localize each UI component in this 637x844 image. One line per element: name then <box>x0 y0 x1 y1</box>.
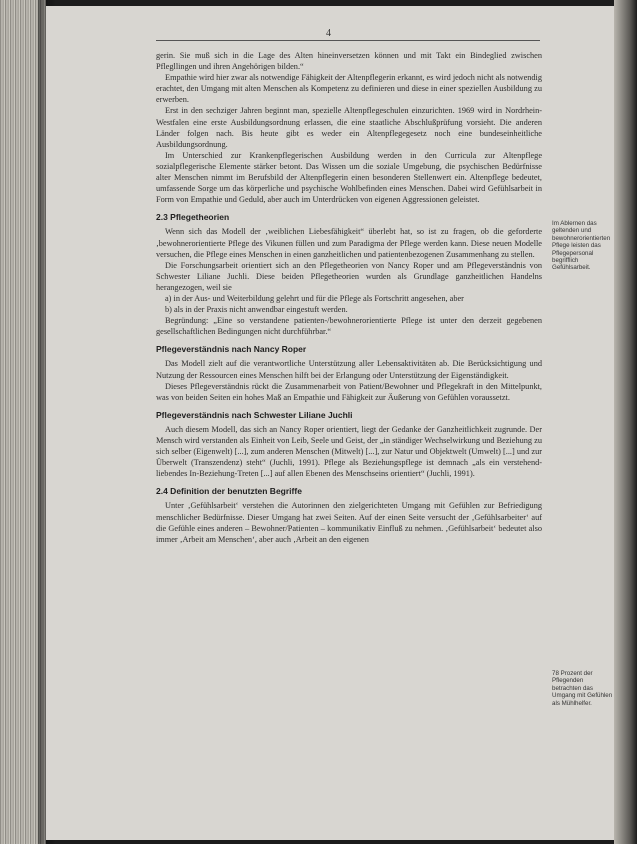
margin-note: 78 Prozent der Pflegenden betrachten das Umgang mit Gefühlen als Mühlhelfer. <box>552 670 613 707</box>
list-item: a) in der Aus- und Weiterbildung gelehrt und für die Pflege als Fortschritt angesehen, aber <box>165 293 464 303</box>
margin-note: Im Ablernen das geltenden und bewohnerorientierten Pflege leisten das Pflegepersonal begrifflich Gefühlsarbeit. <box>552 220 611 272</box>
section-heading-2-4: 2.4 Definition der benutzten Begriffe <box>156 486 302 497</box>
paragraph: Das Modell zielt auf die verantwortliche Unterstützung aller Lebensaktivitäten ab. Die Berücksichtigung und Nutzung der Ressourcen eines Menschen hilft bei der Erlangung oder Unterstützung der Eigenständigkeit. <box>156 359 542 380</box>
paragraph: Erst in den sechziger Jahren beginnt man, spezielle Altenpflegeschulen einzurichten. 1969 wird in Nordrhein-Westfalen eine erste Ausbildungsordnung erlassen, die eine staatliche Abschlußprüfung vorsieht. Die anderen Länder folgen nach. Bis heute gibt es weder ein Altenpflegegesetz noch eine bundeseinheitliche Ausbildungsordnung. <box>156 106 542 149</box>
paragraph: Unter ‚Gefühlsarbeit‘ verstehen die Autorinnen den zielgerichteten Umgang mit Gefühlen zur Befriedigung menschlicher Bedürfnisse. Dieser Umgang hat zwei Seiten. Auf der einen Seite versucht der ‚Gefühlsarbeiter‘ auf die Gefühle eines anderen – Bewohner/Patienten – kommunikativ Einfluß zu nehmen. ‚Gefühlsarbeit‘ bedeutet also immer ‚Arbeit am Menschen‘, aber auch ‚Arbeit an den eigenen <box>156 501 542 544</box>
paragraph: Im Unterschied zur Krankenpflegerischen Ausbildung werden in den Curricula zur Altenpflege sozialpflegerische Elemente stärker betont. Das Wissen um die soziale Umgebung, die psychischen Bedürfnisse alter Menschen nimmt im Berufsbild der Altenpflegerin einen besonderen Stellenwert ein. Altenpflege bedeutet, umfassende Sorge um das körperliche und psychische Wohlbefinden eines Menschen. Dabei wird Gefühlsarbeit in Form von Empathie und Geduld, aber auch im Unterdrücken von eigenen Aggressionen geleistet. <box>156 150 542 205</box>
paragraph: Wenn sich das Modell der ‚weiblichen Liebesfähigkeit“ überlebt hat, so ist zu fragen, ob die geforderte ‚bewohnerorientierte Pflege des Vikunen füllen und zum Paradigma der Pflege werden kann. Diese neuen Modelle versuchen, die Pflege eines Menschen in einen ganzheitlichen und patientenbezogenen Zusammenhang zu stellen. <box>156 227 542 259</box>
body-text <box>156 50 542 545</box>
page-number: 4 <box>326 28 331 39</box>
paragraph: gerin. Sie muß sich in die Lage des Alten hineinversetzen können und mit Takt ein Bindeglied zwischen Pflegllingen und ihren Angehörigen bilden.“ <box>156 51 542 72</box>
header-rule <box>156 40 540 41</box>
paragraph: Dieses Pflegeverständnis rückt die Zusammenarbeit von Patient/Bewohner und Pflegekraft in den Mittelpunkt, was von beiden Seiten ein hohes Maß an Empathie und Fähigkeit zur Äußerung von Gefühlen voraussetzt. <box>156 381 542 402</box>
section-heading-2-3: 2.3 Pflegetheorien <box>156 212 230 223</box>
page-right-edge <box>614 0 637 844</box>
paragraph: Begründung: „Eine so verstandene patienten-/bewohnerorientierte Pflege ist unter den derzeit gegebenen gesellschaftlichen Bedingungen nicht durchführbar.“ <box>156 316 542 337</box>
paragraph: Empathie wird hier zwar als notwendige Fähigkeit der Altenpflegerin erkannt, es wird jedoch nicht als notwendig erachtet, den Umgang mit alten Menschen als Kompetenz zu definieren und diese in einer speziellen Ausbildung zu erwerben. <box>156 73 542 105</box>
subheading-roper: Pflegeverständnis nach Nancy Roper <box>156 344 307 355</box>
criteria-list <box>156 293 542 315</box>
subheading-juchli: Pflegeverständnis nach Schwester Liliane Juchli <box>156 409 353 420</box>
paragraph: Auch diesem Modell, das sich an Nancy Roper orientiert, liegt der Gedanke der Ganzheitlichkeit zugrunde. Der Mensch wird verstanden als Einheit von Leib, Seele und Geist, der „in ständiger Wechselwirkung und Beziehung zu sich selber (Eigenwelt) [...], zum anderen Menschen (Mitwelt) [...], zur Natur und Objektwelt (Umwelt) [...] und zur Überwelt (Transzendenz) steht“ (Juchli, 1991). Pflege als Beziehungspflege ist demnach „als ein verstehend-liebendes In-Beziehung-Treten [...] auf allen Ebenen des Menschseins orientiert“ (Juchli, 1991). <box>156 424 542 479</box>
paragraph: Die Forschungsarbeit orientiert sich an den Pflegetheorien von Nancy Roper und am Pflegeverständnis von Schwester Liliane Juchli. Diese beiden Pflegetheorien wurden als Grundlage ganzheitlichen Handelns herangezogen, weil sie <box>156 260 542 292</box>
list-item: b) als in der Praxis nicht anwendbar eingestuft werden. <box>165 305 348 315</box>
